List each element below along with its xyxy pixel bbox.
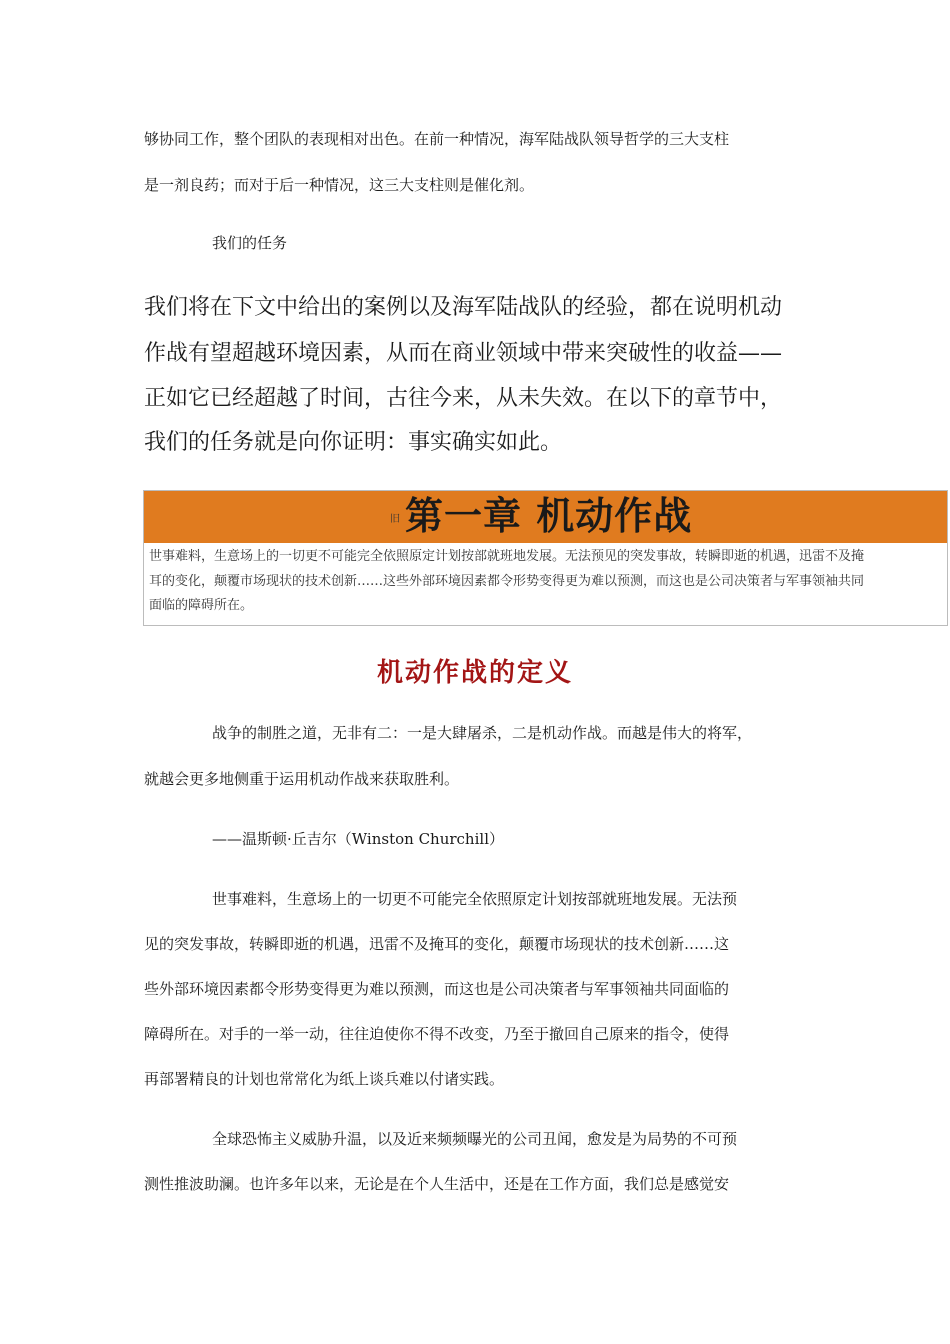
chapter-summary-line: 面临的障碍所在。 (149, 598, 254, 613)
chapter-marker-icon: 旧 (390, 514, 400, 525)
mission-line: 我们的任务就是向你证明：事实确实如此。 (144, 430, 563, 455)
quote-line: 就越会更多地侧重于运用机动作战来获取胜利。 (144, 770, 460, 788)
chapter-summary-line: 世事难料，生意场上的一切更不可能完全依照原定计划按部就班地发展。无法预见的突发事故，转瞬即逝的机遇，迅雷不及掩 (149, 549, 865, 564)
section-heading: 机动作战的定义 (376, 658, 573, 688)
mission-heading: 我们的任务 (212, 234, 288, 252)
mission-line: 正如它已经超越了时间，古往今来，从未失效。在以下的章节中， (144, 386, 783, 411)
intro-line: 是一剂良药；而对于后一种情况，这三大支柱则是催化剂。 (144, 176, 535, 194)
chapter-summary-line: 耳的变化，颠覆市场现状的技术创新……这些外部环境因素都令形势变得更为难以预测，而这也是公司决策者与军事领袖共同 (149, 573, 865, 589)
paragraph-line: 全球恐怖主义威胁升温，以及近来频频曝光的公司丑闻，愈发是为局势的不可预 (212, 1130, 738, 1148)
intro-line: 够协同工作，整个团队的表现相对出色。在前一种情况，海军陆战队领导哲学的三大支柱 (144, 130, 730, 148)
quote-line: 战争的制胜之道，无非有二：一是大肆屠杀，二是机动作战。而越是伟大的将军， (212, 724, 753, 742)
chapter-title: 第一章 机动作战 (405, 494, 693, 538)
chapter-header (144, 491, 947, 543)
paragraph-line: 世事难料，生意场上的一切更不可能完全依照原定计划按部就班地发展。无法预 (212, 890, 738, 908)
mission-line: 作战有望超越环境因素，从而在商业领域中带来突破性的收益—— (144, 341, 783, 366)
chapter-box (143, 490, 948, 626)
paragraph-line: 些外部环境因素都令形势变得更为难以预测，而这也是公司决策者与军事领袖共同面临的 (144, 980, 730, 998)
chapter-summary (149, 545, 944, 619)
quote-attribution: ——温斯顿·丘吉尔（Winston Churchill） (212, 830, 504, 848)
paragraph-line: 障碍所在。对手的一举一动，往往迫使你不得不改变，乃至于撤回自己原来的指令，使得 (144, 1025, 730, 1043)
paragraph-line: 见的突发事故，转瞬即逝的机遇，迅雷不及掩耳的变化，颠覆市场现状的技术创新……这 (144, 935, 730, 953)
paragraph-line: 再部署精良的计划也常常化为纸上谈兵难以付诸实践。 (144, 1070, 505, 1088)
mission-line: 我们将在下文中给出的案例以及海军陆战队的经验，都在说明机动 (144, 295, 783, 320)
paragraph-line: 测性推波助澜。也许多年以来，无论是在个人生活中，还是在工作方面，我们总是感觉安 (144, 1175, 730, 1193)
